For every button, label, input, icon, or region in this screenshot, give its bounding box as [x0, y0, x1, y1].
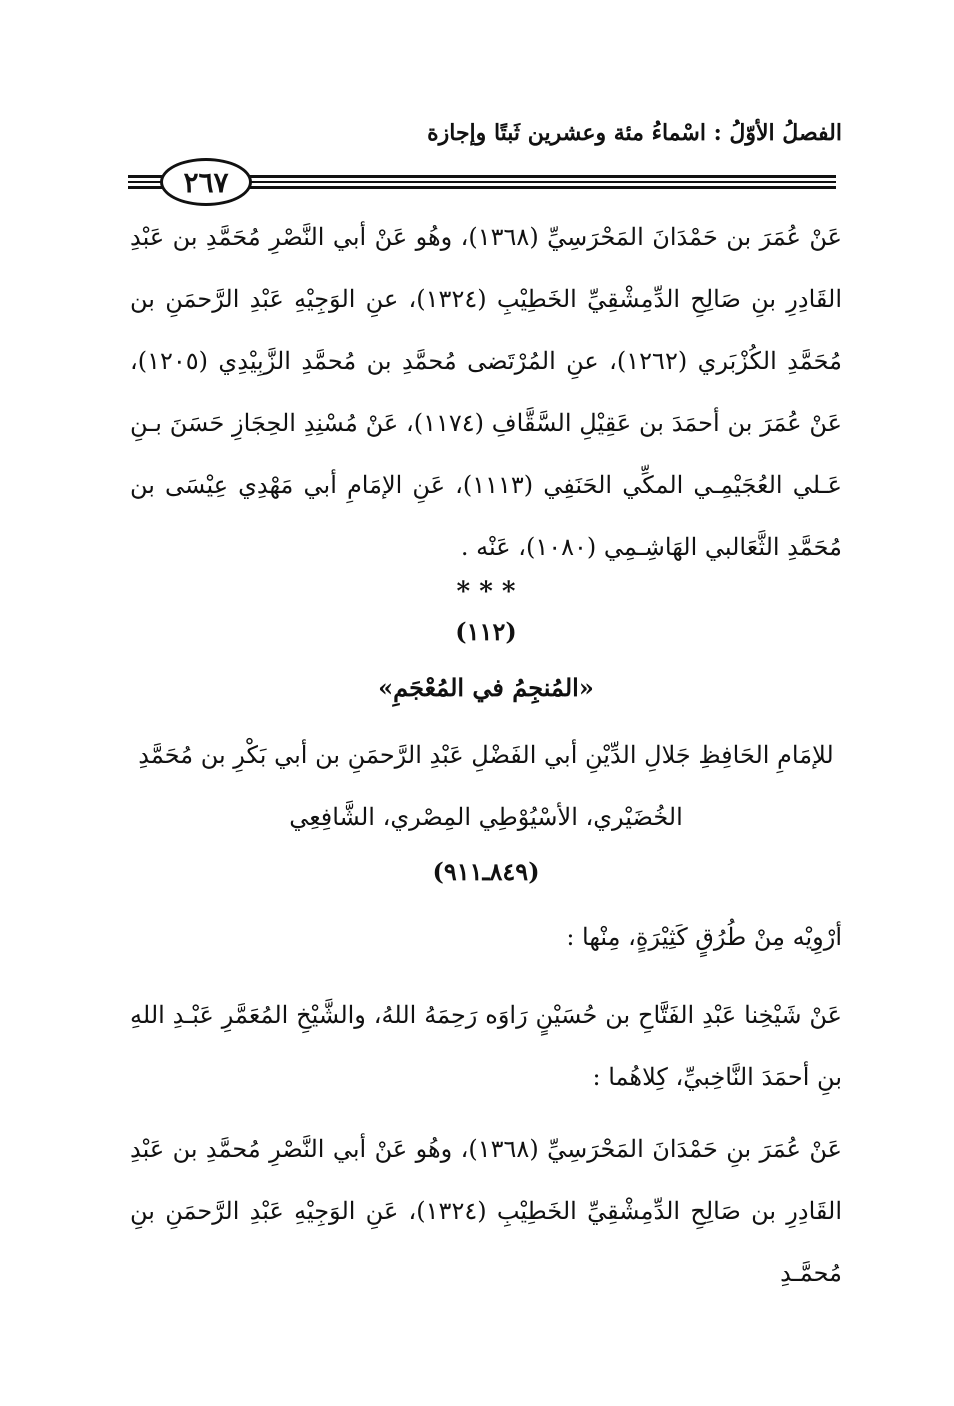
- entry-number: (١١٢): [455, 617, 517, 646]
- intro-text: أرْوِيْه مِنْ طُرُقٍ كَثِيْرَةٍ، مِنْها :: [566, 923, 842, 951]
- intro-line: [130, 906, 842, 968]
- paragraph-chain-3: [130, 1118, 842, 1304]
- paragraph-text: عَنْ عُمَرَ بنِ حَمْدَانَ المَحْرَسِيِّ (١٣٦٨)، وهُو عَنْ أبي النَّصْرِ مُحمَّدِ بن عَبْدِ القَادِرِ بن صَالِحِ الدِّمِشْقِيِّ الخَطِيْبِ (١٣٢٤)، عَنِ الوَجِيْهِ عَبْدِ الرَّحمَنِ بنِ مُحمَّـدِ: [130, 1135, 843, 1287]
- paragraph-chain-2: [130, 984, 842, 1108]
- author-line: للإمَامِ الحَافِظِ جَلالِ الدِّيْنِ أبي الفَضْلِ عَبْدِ الرَّحمَنِ بن أبي بَكْرِ بن مُحَمَّدِ الخُضَيْري، الأسْيُوْطِي المِصْري، الشَّافِعِي: [138, 741, 834, 831]
- paragraph-text: عَنْ شَيْخِنا عَبْدِ الفَتَّاحِ بن حُسَيْنٍ رَاوَه رَحِمَهُ اللهُ، والشَّيْخِ المُعَمَّرِ عَبْـدِ اللهِ بنِ أحمَدَ النَّاخِبيِّ، كِلاهُما :: [130, 1001, 842, 1091]
- entry-title: «المُنجِمُ في المُعْجَمِ»: [378, 673, 594, 702]
- author-dates: (٨٤٩ـ٩١١): [432, 857, 540, 886]
- paragraph-text: عَنْ عُمَرَ بن حَمْدَانَ المَحْرَسِيِّ (١٣٦٨)، وهُو عَنْ أبي النَّصْرِ مُحَمَّدِ بن عَبْدِ القَادِرِ بنِ صَالِحِ الدِّمِشْقِيِّ الخَطِيْبِ (١٣٢٤)، عنِ الوَجِيْهِ عَبْدِ الرَّحمَنِ بن مُحَمَّدِ الكُزْبَري (١٢٦٢)، عنِ المُرْتَضى مُحمَّدِ بن مُحمَّدِ الزَّبِيْدِي (١٢٠٥)، عَنْ عُمَرَ بن أحمَدَ بن عَقِيْلِ السَّقَّافِ (١١٧٤)، عَنْ مُسْنِدِ الحِجَازِ حَسَنَ بـنِ عَـلي العُجَيْمِـي المكِّي الحَنَفِي (١١١٣)، عَنِ الإمَامِ أبي مَهْدِي عِيْسَى بن مُحَمَّدِ الثَّعَالبي الهَاشِـمِي (١٠٨٠)، عَنْه .: [130, 223, 843, 561]
- running-header: الفصلُ الأوّلُ : اسْماءُ مئة وعشرين ثَبتًا وإجازة: [427, 120, 842, 146]
- page-number: ٢٦٧: [160, 158, 252, 206]
- paragraph-chain-1: [130, 206, 842, 578]
- section-separator: * * *: [456, 577, 516, 607]
